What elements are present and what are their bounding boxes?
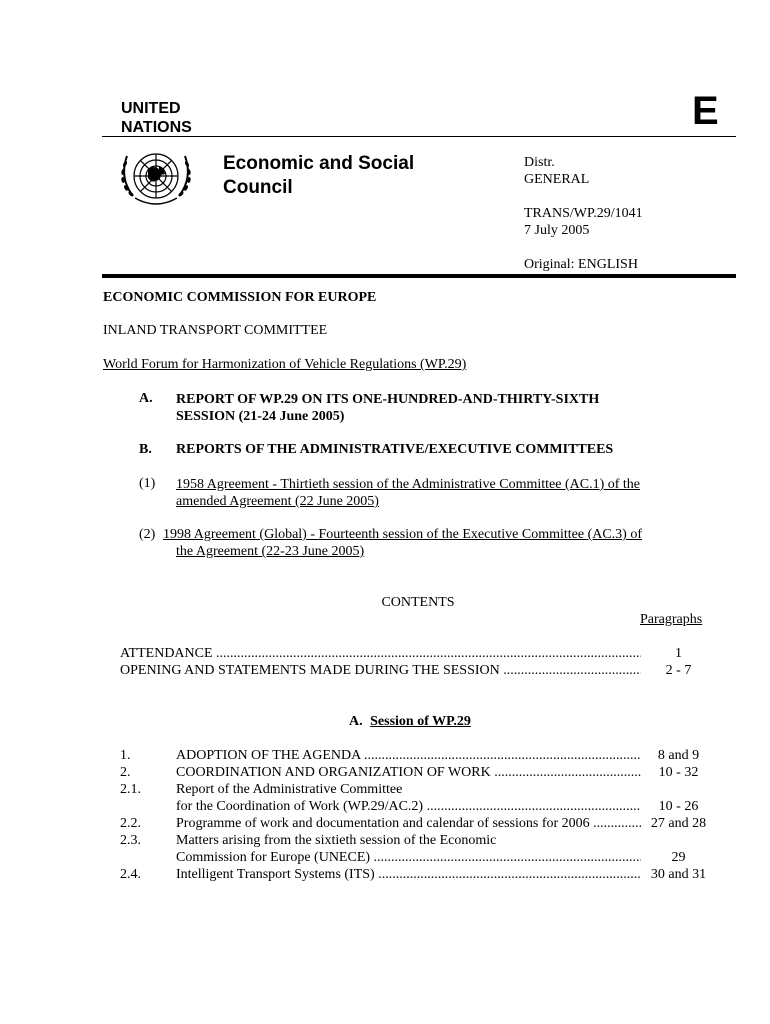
toc-number: 2.2. bbox=[120, 816, 141, 831]
council-name bbox=[223, 152, 414, 200]
toc-row bbox=[120, 748, 716, 765]
distribution-block bbox=[524, 154, 589, 188]
toc-row bbox=[120, 833, 716, 850]
distr-value: GENERAL bbox=[524, 172, 590, 187]
session-heading bbox=[349, 714, 471, 730]
toc-paragraphs: 2 - 7 bbox=[665, 663, 692, 678]
toc-paragraphs: 10 - 32 bbox=[658, 765, 699, 780]
section-a-title-line1: REPORT OF WP.29 ON ITS ONE-HUNDRED-AND-THIRTY-SIXTH bbox=[176, 392, 600, 407]
contents-heading: CONTENTS bbox=[381, 595, 455, 610]
toc-title: COORDINATION AND ORGANIZATION OF WORK ..... bbox=[176, 765, 641, 781]
document-symbol-block bbox=[524, 205, 643, 239]
subsection-1-line1: 1958 Agreement - Thirtieth session of the Administrative Committee (AC.1) of the bbox=[176, 477, 640, 492]
toc-title: Programme of work and documentation and calendar of sessions for 2006 ..... bbox=[176, 816, 641, 832]
org-name-line2: NATIONS bbox=[121, 119, 192, 136]
council-name-line1: Economic and Social bbox=[223, 153, 415, 174]
subsection-2-title-line1: 1998 Agreement (Global) - Fourteenth session of the Executive Committee (AC.3) of bbox=[163, 527, 643, 542]
toc-title: Matters arising from the sixtieth session of the Economic bbox=[176, 833, 497, 848]
paragraphs-label: Paragraphs bbox=[640, 612, 703, 627]
toc-number: 2.3. bbox=[120, 833, 141, 848]
header-rule bbox=[102, 136, 736, 137]
header-thick-rule bbox=[102, 274, 736, 278]
toc-row bbox=[120, 782, 716, 799]
toc-number: 2. bbox=[120, 765, 131, 780]
section-b-title: REPORTS OF THE ADMINISTRATIVE/EXECUTIVE COMMITTEES bbox=[176, 442, 614, 457]
toc-row bbox=[120, 663, 716, 680]
toc-number: 2.1. bbox=[120, 782, 141, 797]
session-title: Session of WP.29 bbox=[370, 714, 471, 729]
document-date: 7 July 2005 bbox=[524, 223, 590, 238]
un-emblem-icon bbox=[115, 144, 197, 212]
language-code: E bbox=[692, 89, 719, 133]
subsection-1-line2: amended Agreement (22 June 2005) bbox=[176, 494, 379, 509]
toc-paragraphs: 27 and 28 bbox=[650, 816, 707, 831]
toc-row bbox=[120, 850, 716, 867]
session-prefix: A. bbox=[349, 714, 363, 729]
org-name bbox=[121, 99, 192, 137]
org-name-line1: UNITED bbox=[121, 100, 181, 117]
toc-row bbox=[120, 799, 716, 816]
forum-title: World Forum for Harmonization of Vehicle Regulations (WP.29) bbox=[103, 357, 467, 372]
council-name-line2: Council bbox=[223, 177, 293, 198]
toc-number: 2.4. bbox=[120, 867, 141, 882]
toc-row bbox=[120, 765, 716, 782]
toc-row bbox=[120, 816, 716, 833]
subsection-1-title bbox=[176, 476, 640, 510]
toc-paragraphs: 8 and 9 bbox=[657, 748, 700, 763]
toc-row bbox=[120, 646, 716, 663]
section-a-label: A. bbox=[139, 391, 153, 406]
document-symbol: TRANS/WP.29/1041 bbox=[524, 206, 643, 221]
toc-paragraphs: 29 bbox=[671, 850, 686, 865]
toc-paragraphs: 30 and 31 bbox=[650, 867, 707, 882]
distr-label: Distr. bbox=[524, 155, 555, 170]
toc-title: OPENING AND STATEMENTS MADE DURING THE SESSION ..... bbox=[120, 663, 641, 679]
section-b-label: B. bbox=[139, 442, 152, 457]
toc-title: for the Coordination of Work (WP.29/AC.2) ..... bbox=[176, 799, 641, 815]
toc-title: ATTENDANCE ..... bbox=[120, 646, 641, 662]
toc-number: 1. bbox=[120, 748, 131, 763]
toc-row bbox=[120, 867, 716, 884]
committee-title: INLAND TRANSPORT COMMITTEE bbox=[103, 323, 328, 338]
subsection-1-label: (1) bbox=[139, 476, 156, 491]
toc-title: Commission for Europe (UNECE) ..... bbox=[176, 850, 641, 866]
toc-paragraphs: 10 - 26 bbox=[658, 799, 699, 814]
toc-paragraphs: 1 bbox=[675, 646, 682, 661]
toc-title: Report of the Administrative Committee bbox=[176, 782, 403, 797]
original-language: Original: ENGLISH bbox=[524, 257, 638, 272]
section-a-title bbox=[176, 391, 599, 425]
toc-title: Intelligent Transport Systems (ITS) ..... bbox=[176, 867, 641, 883]
section-a-title-line2: SESSION (21-24 June 2005) bbox=[176, 409, 345, 424]
subsection-2-label: (2) bbox=[139, 527, 156, 542]
commission-title: ECONOMIC COMMISSION FOR EUROPE bbox=[103, 290, 377, 305]
subsection-2-title-line2: the Agreement (22-23 June 2005) bbox=[176, 544, 365, 559]
toc-title: ADOPTION OF THE AGENDA ..... bbox=[176, 748, 641, 764]
